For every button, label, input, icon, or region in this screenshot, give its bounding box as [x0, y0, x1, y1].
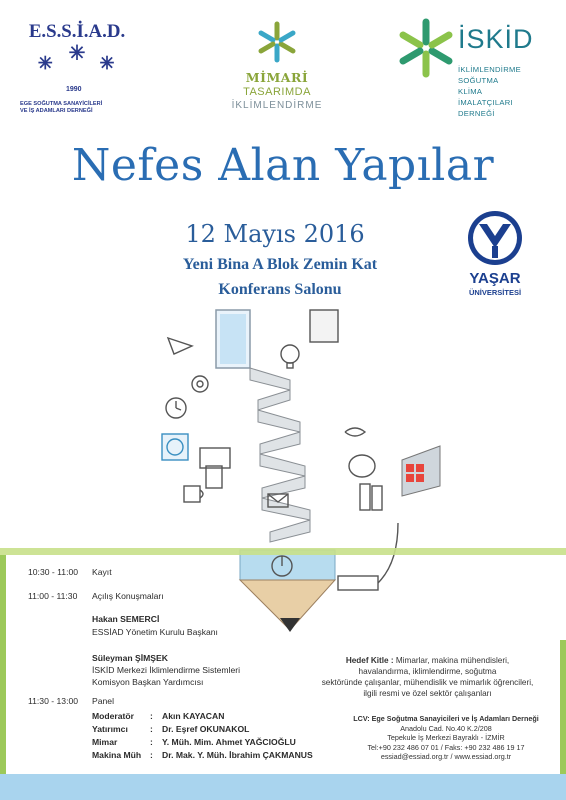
fan-icon [162, 434, 188, 460]
audience-line1 [300, 655, 555, 666]
audience-line3: sektöründe çalışanlar, mühendislik ve mimarlık öğrencileri, [321, 678, 534, 687]
essiad-subtitle-line1: EGE SOĞUTMA SANAYİCİLERİ [20, 101, 103, 107]
door-icon [216, 310, 250, 368]
coffee-cup-icon [184, 486, 203, 502]
panelist-name: Akın KAYACAN [162, 711, 225, 721]
speaker2-name: Süleyman ŞİMŞEK [92, 653, 168, 663]
iskid-subtitle-line: KLİMA [458, 87, 483, 96]
panelist-colon: : [150, 711, 153, 721]
iskid-subtitle-line: DERNEĞİ [458, 109, 495, 118]
essiad-logo [12, 18, 142, 128]
contact-address1: Anadolu Cad. No.40 K.2/208 [400, 723, 492, 733]
server-icon [310, 310, 338, 342]
contact-address2: Tepekule İş Merkezi Bayraklı - İZMİR [387, 733, 505, 743]
contact-org: Ege Soğutma Sanayicileri ve İş Adamları Derneği [371, 714, 539, 723]
staircase-graphic [250, 368, 310, 542]
monitor-icon [200, 448, 230, 468]
essiad-subtitle-line2: VE İŞ ADAMLARI DERNEĞİ [20, 108, 93, 114]
event-venue-line1: Yeni Bina A Blok Zemin Kat [182, 256, 378, 273]
snowflake-icon [255, 20, 299, 64]
panelist-colon: : [150, 737, 153, 747]
panelist-role: Makina Müh [92, 750, 142, 760]
event-date: 12 Mayıs 2016 [185, 220, 365, 248]
mimari-line3: İKLİMLENDİRME [231, 100, 323, 111]
kayit-time: 10:30 - 11:00 [28, 567, 79, 577]
mimari-line1: MİMARİ [245, 70, 309, 85]
house-windows-icon [402, 446, 440, 496]
pencil-staircase-illustration [140, 300, 520, 650]
lightbulb-icon [281, 345, 299, 368]
pencil-icon [240, 550, 335, 632]
acilis-time: 11:00 - 11:30 [28, 591, 78, 601]
panelist-colon: : [150, 750, 153, 760]
left-green-strip [0, 555, 6, 775]
iskid-subtitle-line: İKLİMLENDİRME [458, 65, 521, 74]
right-green-strip [560, 640, 566, 775]
panelist-role: Moderatör [92, 711, 135, 721]
bottom-blue-band [0, 774, 566, 800]
contact-web: essiad@essiad.org.tr / www.essiad.org.tr [380, 752, 512, 762]
iskid-subtitle-line: SOĞUTMA [458, 76, 499, 85]
audience-block [300, 655, 555, 699]
contact-phone: Tel:+90 232 486 07 01 / Faks: +90 232 486 19 17 [367, 742, 525, 752]
audience-line4: ilgili resmi ve özel sektör çalışanları [363, 689, 492, 698]
panel-label: Panel [92, 696, 114, 706]
yasar-emblem-icon [465, 208, 525, 268]
panel-time: 11:30 - 13:00 [28, 696, 79, 706]
iskid-subtitle [458, 64, 521, 119]
panelist-name: Dr. Eşref OKUNAKOL [162, 724, 250, 734]
contact-label: LCV: [353, 714, 370, 723]
yasar-name: YAŞAR [469, 270, 521, 287]
book-icon [360, 484, 382, 510]
iskid-name: İSKİD [458, 24, 534, 54]
panelist-role: Yatırımcı [92, 724, 128, 734]
handshake-icon [345, 428, 365, 436]
clock-icon [166, 398, 186, 418]
paper-plane-icon [168, 338, 192, 354]
speaker2-title-line1: İSKİD Merkezi İklimlendirme Sistemleri [92, 665, 241, 675]
mimari-logo [222, 16, 332, 112]
iskid-subtitle-line: İMALATÇILARI [458, 98, 513, 107]
kayit-label: Kayıt [92, 567, 112, 577]
audience-label: Hedef Kitle : [345, 656, 394, 665]
yasar-subtitle: ÜNİVERSİTESİ [468, 288, 522, 297]
gear-icon [192, 376, 208, 392]
iskid-logo [396, 12, 546, 142]
plug-icon [338, 523, 398, 590]
panelist-role: Mimar [92, 737, 118, 747]
speaker1-name: Hakan SEMERCİ [92, 614, 160, 624]
essiad-year: 1990 [66, 86, 82, 93]
panelist-name: Y. Müh. Mim. Ahmet YAĞCIOĞLU [162, 737, 296, 747]
panelist-name: Dr. Mak. Y. Müh. İbrahim ÇAKMANUS [162, 750, 313, 760]
event-venue-line2: Konferans Salonu [218, 281, 342, 298]
acilis-label: Açılış Konuşmaları [92, 591, 164, 601]
essiad-letters-text: E.S.S.İ.A.D. [28, 20, 126, 42]
essiad-subtitle [20, 101, 140, 115]
contact-block [336, 714, 556, 762]
mimari-line2: TASARIMDA [243, 86, 311, 98]
panel-top-band [0, 548, 566, 555]
panelist-colon: : [150, 724, 153, 734]
contact-org-line [336, 714, 556, 724]
iskid-snowflake-icon [396, 18, 456, 78]
brain-icon [349, 455, 375, 477]
essiad-letters-graphic [12, 18, 142, 78]
yasar-logo [455, 208, 535, 303]
audience-text: Mimarlar, makina mühendisleri, [395, 656, 510, 665]
speaker2-title-line2: Komisyon Başkan Yardımcısı [92, 677, 204, 687]
calculator-icon [206, 466, 222, 488]
audience-line2: havalandırma, iklimlendirme, soğutma [358, 667, 497, 676]
event-title: Nefes Alan Yapılar [71, 140, 495, 191]
speaker1-title: ESSİAD Yönetim Kurulu Başkanı [92, 627, 218, 637]
